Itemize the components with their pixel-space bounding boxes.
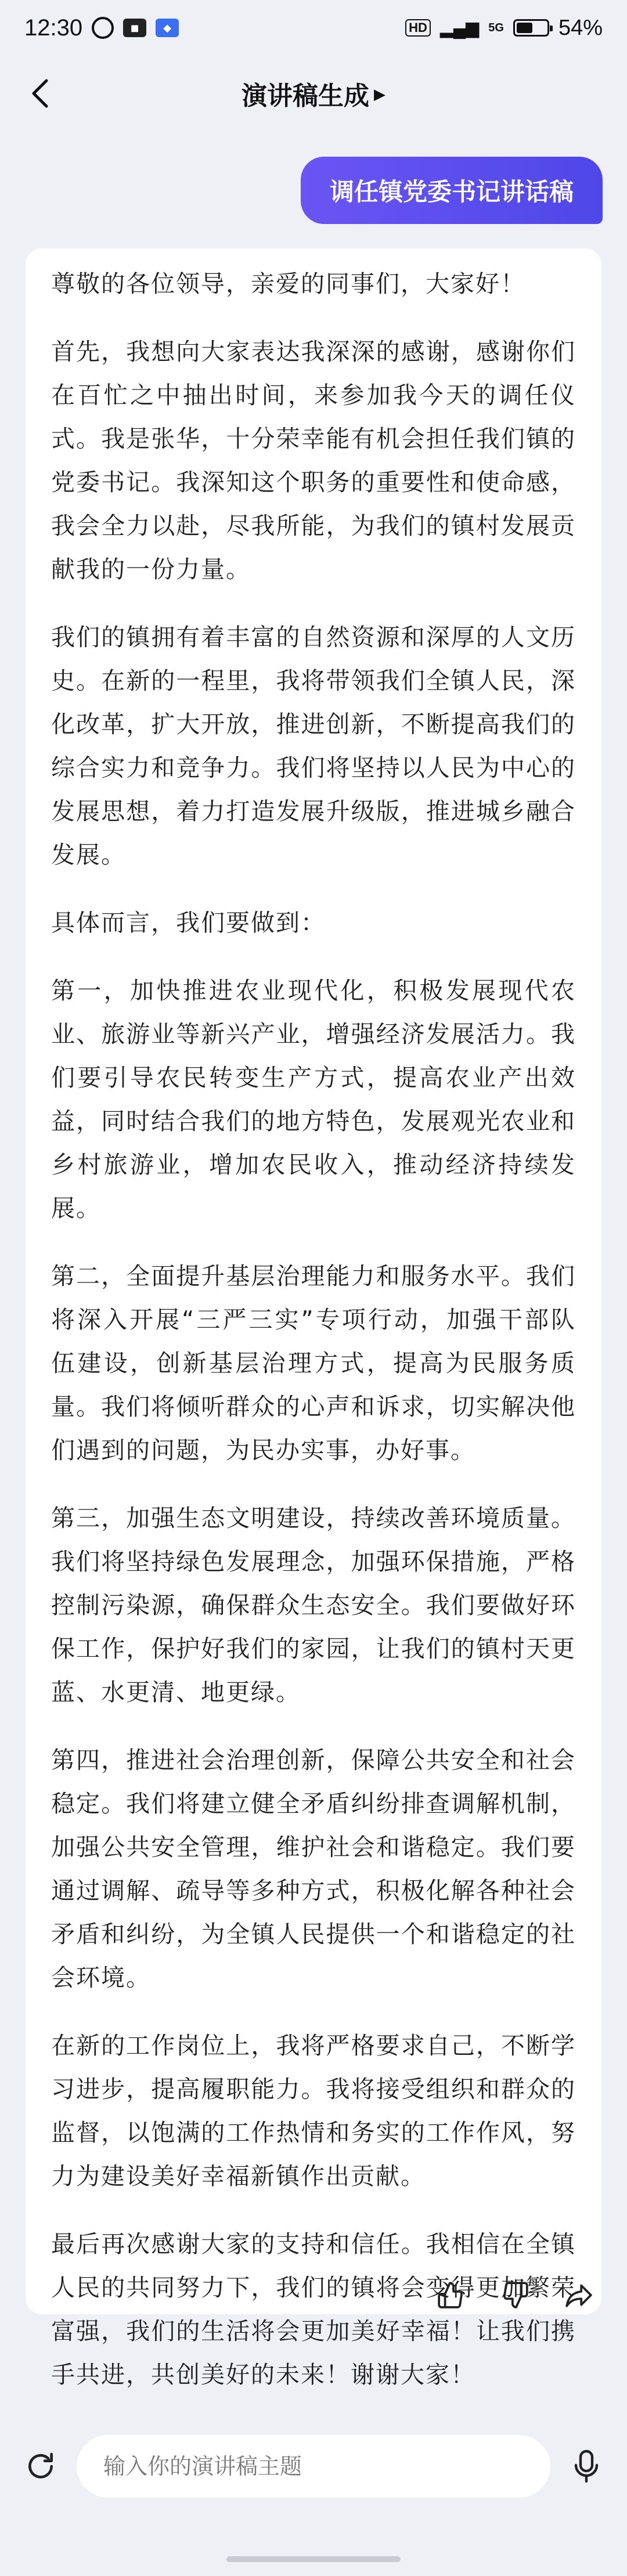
signal-icon: ▂▄▆ [439, 18, 480, 38]
answer-paragraph: 在新的工作岗位上，我将严格要求自己，不断学习进步，提高履职能力。我将接受组织和群众的监督，以饱满的工作热情和务实的工作作风，努力为建设美好幸福新镇作出贡献。 [51, 2032, 576, 2190]
answer-actions [433, 2277, 597, 2313]
alarm-icon [92, 17, 114, 39]
microphone-icon [572, 2449, 600, 2484]
share-button[interactable] [561, 2277, 597, 2313]
header [0, 56, 627, 131]
notification-app-icon-2: ◆ [156, 19, 179, 37]
answer-paragraph: 具体而言，我们要做到： [51, 909, 326, 937]
back-button[interactable] [20, 73, 60, 114]
share-icon [564, 2281, 594, 2310]
answer-paragraph: 尊敬的各位领导，亲爱的同事们，大家好！ [51, 270, 525, 298]
network-type: 5G [488, 21, 504, 34]
refresh-button[interactable] [20, 2445, 62, 2487]
thumbs-down-icon [500, 2281, 529, 2310]
answer-paragraph: 我们的镇拥有着丰富的自然资源和深厚的人文历史。在新的一程里，我将带领我们全镇人民，深化改革，扩大开放，推进创新，不断提高我们的综合实力和竞争力。我们将坚持以人民为中心的发展思想，着力打造发展升级版，推进城乡融合发展。 [51, 623, 576, 869]
battery-icon [513, 19, 549, 37]
page-title: 演讲稿生成 [242, 81, 369, 111]
dislike-button[interactable] [497, 2277, 533, 2313]
user-message-bubble: 调任镇党委书记讲话稿 [301, 157, 603, 224]
status-bar [0, 0, 627, 56]
like-button[interactable] [433, 2277, 469, 2313]
answer-paragraph: 第二，全面提升基层治理能力和服务水平。我们将深入开展“三严三实”专项行动，加强干部队伍建设，创新基层治理方式，提高为民服务质量。我们将倾听群众的心声和诉求，切实解决他们遇到的问题，为民办实事，办好事。 [51, 1262, 576, 1464]
answer-paragraph: 最后再次感谢大家的支持和信任。我相信在全镇人民的共同努力下，我们的镇将会变得更加繁荣富强，我们的生活将会更加美好幸福！让我们携手共进，共创美好的未来！谢谢大家！ [51, 2230, 576, 2389]
refresh-icon [24, 2450, 57, 2483]
answer-card [26, 248, 601, 2389]
status-right [405, 16, 603, 41]
battery-percent: 54% [558, 15, 603, 40]
status-left [24, 15, 179, 41]
home-indicator[interactable] [226, 2556, 401, 2562]
answer-paragraph: 首先，我想向大家表达我深深的感谢，感谢你们在百忙之中抽出时间，来参加我今天的调任仪式。我是张华，十分荣幸能有机会担任我们镇的党委书记。我深知这个职务的重要性和使命感，我会全力以赴，尽我所能，为我们的镇村发展贡献我的一份力量。 [51, 338, 576, 583]
chevron-left-icon [30, 78, 50, 109]
input-bar [0, 2420, 627, 2513]
status-time: 12:30 [24, 15, 83, 41]
title-selector[interactable] [242, 75, 385, 112]
answer-paragraph: 第四，推进社会治理创新，保障公共安全和社会稳定。我们将建立健全矛盾纠纷排查调解机制，加强公共安全管理，维护社会和谐稳定。我们要通过调解、疏导等多种方式，积极化解各种社会矛盾和纠纷，为全镇人民提供一个和谐稳定的社会环境。 [51, 1746, 576, 1992]
answer-paragraph: 第一，加快推进农业现代化，积极发展现代农业、旅游业等新兴产业，增强经济发展活力。我们要引导农民转变生产方式，提高农业产出效益，同时结合我们的地方特色，发展观光农业和乡村旅游业，增加农民收入，推动经济持续发展。 [51, 977, 576, 1222]
notification-app-icon: ◼ [123, 19, 146, 37]
hd-icon: HD [405, 19, 431, 37]
microphone-button[interactable] [565, 2445, 607, 2487]
topic-input[interactable] [77, 2435, 550, 2498]
caret-right-icon: ▶ [374, 86, 385, 103]
thumbs-up-icon [437, 2281, 466, 2310]
answer-paragraph: 第三，加强生态文明建设，持续改善环境质量。我们将坚持绿色发展理念，加强环保措施，严格控制污染源，确保群众生态安全。我们要做好环保工作，保护好我们的家园，让我们的镇村天更蓝、水更清、地更绿。 [51, 1504, 576, 1706]
